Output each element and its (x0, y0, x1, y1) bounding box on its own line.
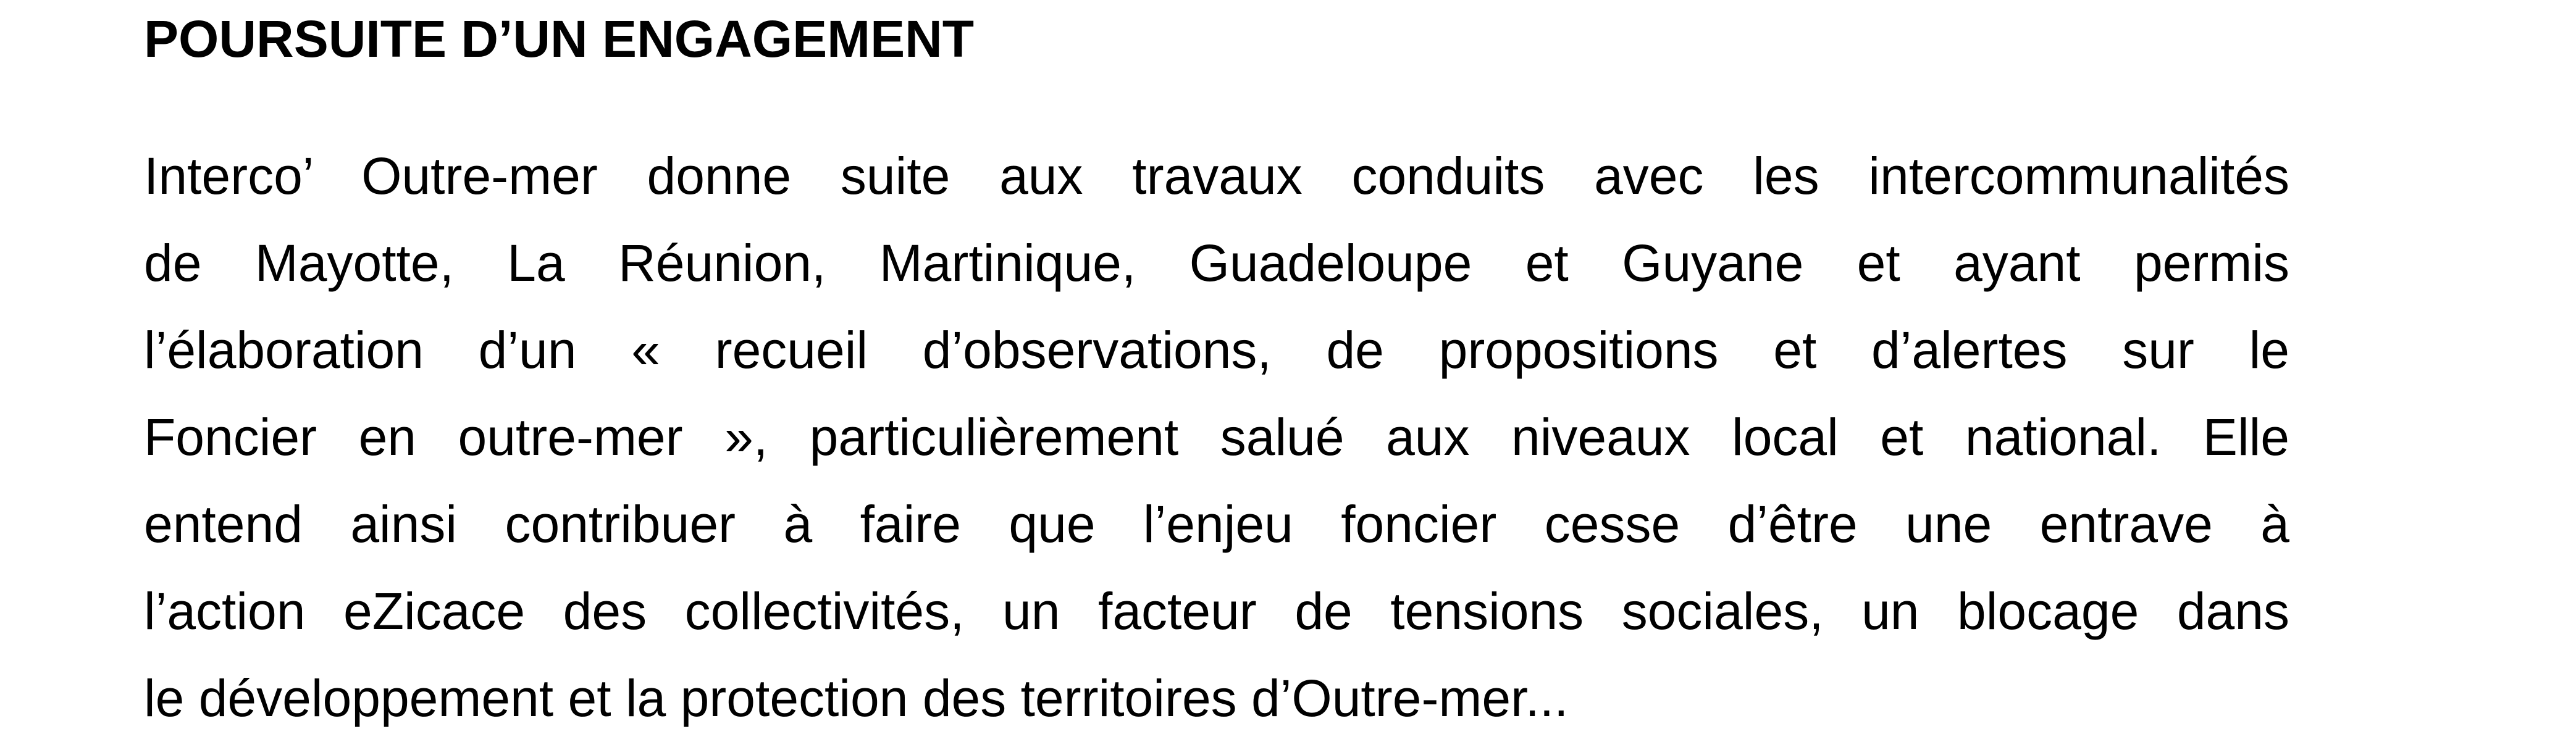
paragraph-line-7: le développement et la protection des territoires d’Outre-mer... (144, 669, 1569, 727)
document-page (144, 0, 2289, 741)
paragraph-line-1: Interco’ Outre-mer donne suite aux travaux conduits avec les intercommunalités (144, 147, 2289, 205)
paragraph-line-2: de Mayotte, La Réunion, Martinique, Guadeloupe et Guyane et ayant permis (144, 234, 2289, 292)
paragraph-line-6: l’action eZicace des collectivités, un facteur de tensions sociales, un blocage dans (144, 582, 2289, 640)
body-paragraph (144, 133, 2289, 742)
section-heading: POURSUITE D’UN ENGAGEMENT (144, 10, 975, 68)
paragraph-line-5: entend ainsi contribuer à faire que l’enjeu foncier cesse d’être une entrave à (144, 495, 2289, 553)
paragraph-line-4: Foncier en outre-mer », particulièrement salué aux niveaux local et national. Elle (144, 408, 2289, 466)
paragraph-line-3: l’élaboration d’un « recueil d’observations, de propositions et d’alertes sur le (144, 321, 2289, 379)
